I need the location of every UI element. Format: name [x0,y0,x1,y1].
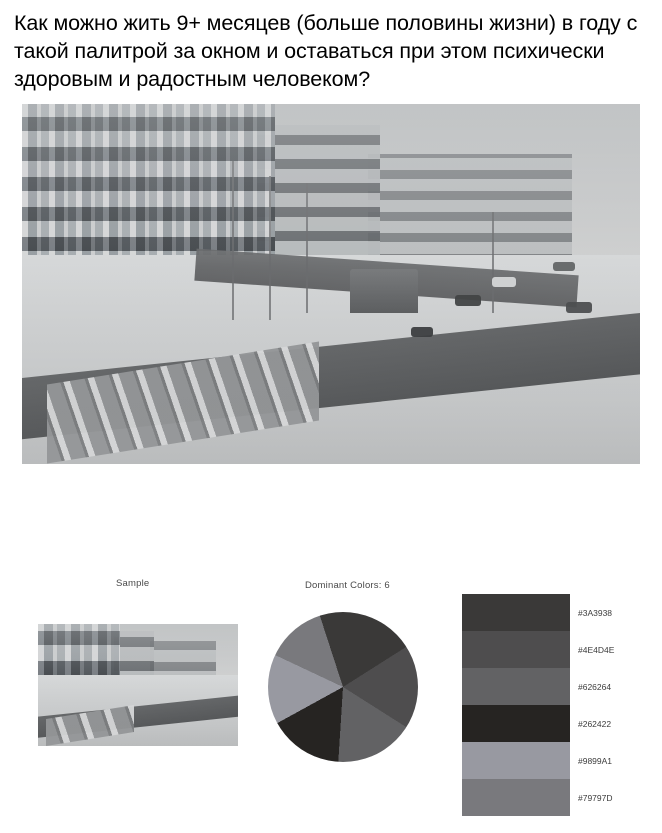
swatch-row [462,594,644,631]
swatch-hex-label: #3A3938 [578,607,613,618]
page-title: Как можно жить 9+ месяцев (больше половины жизни) в году с такой палитрой за окном и оставаться при этом психически здоровым и радостным человеком? [14,11,638,91]
photo-car-4 [566,302,592,313]
swatch-row [462,631,644,668]
photo-tree-2 [269,176,271,320]
swatch-hex-label: #262422 [578,718,612,729]
photo-car-3 [553,262,575,271]
swatch-chip [462,594,570,631]
photo-tree-4 [492,212,494,313]
swatch-hex-label: #626264 [578,681,612,692]
photo-tree-1 [232,161,234,319]
photo-car-5 [411,327,433,337]
winter-courtyard-photo [22,104,640,464]
swatch-row [462,668,644,705]
swatch-hex-label: #9899A1 [578,755,613,766]
swatch-hex-label: #79797D [578,792,613,803]
swatch-chip [462,742,570,779]
pie-slices [268,612,418,762]
swatch-row [462,742,644,779]
swatch-row [462,779,644,816]
dominant-colors-pie-chart [268,612,418,762]
swatch-chip [462,705,570,742]
photo-car-1 [455,295,481,306]
color-swatch-list [462,594,644,816]
swatch-hex-label: #4E4D4E [578,644,615,655]
photo-car-2 [492,277,516,287]
dominant-colors-label: Dominant Colors: 6 [305,580,390,591]
sample-thumbnail [38,624,238,746]
swatch-chip [462,631,570,668]
swatch-row [462,705,644,742]
swatch-chip [462,668,570,705]
sample-label: Sample [116,578,150,589]
photo-kiosk [350,269,418,312]
color-analysis-panel [0,568,662,833]
swatch-chip [462,779,570,816]
photo-tree-3 [306,183,308,313]
